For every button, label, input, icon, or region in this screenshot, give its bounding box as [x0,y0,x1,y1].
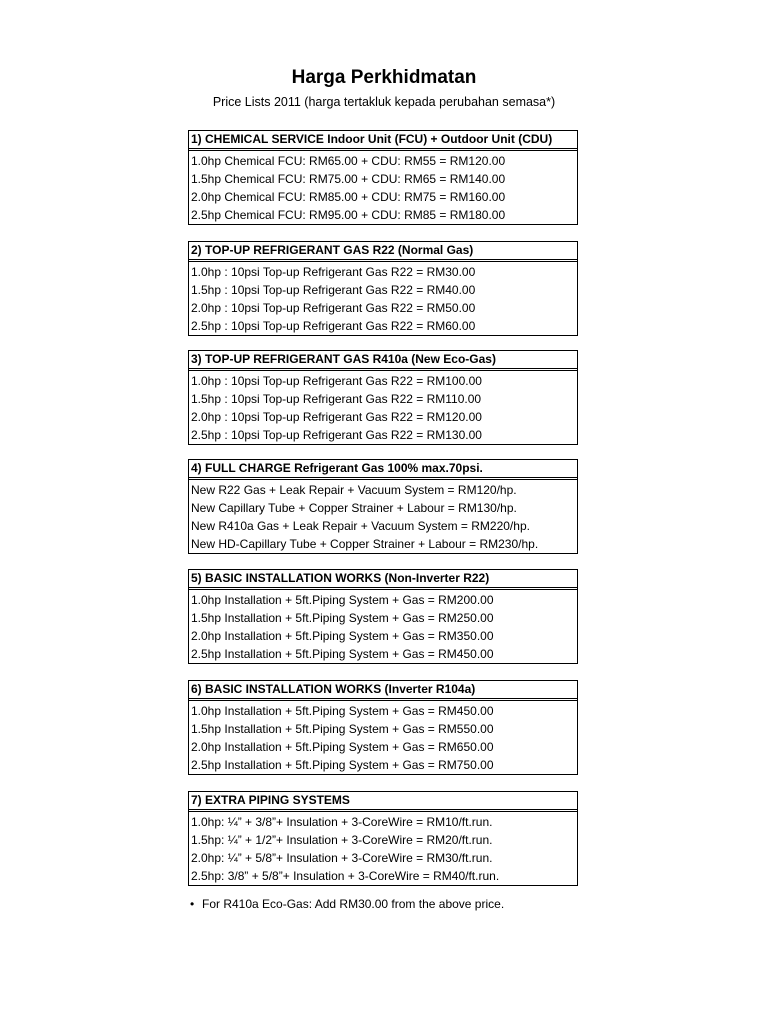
price-row: 1.5hp Installation + 5ft.Piping System + Gas = RM250.00 [191,611,494,625]
price-row: 1.5hp : 10psi Top-up Refrigerant Gas R22 = RM110.00 [191,392,482,406]
section-body [189,262,577,335]
price-row: New R22 Gas + Leak Repair + Vacuum System = RM120/hp. [191,483,517,497]
price-row: 2.5hp Installation + 5ft.Piping System + Gas = RM750.00 [191,758,494,772]
price-row: 2.0hp Installation + 5ft.Piping System + Gas = RM650.00 [191,740,494,754]
price-row: 2.0hp : 10psi Top-up Refrigerant Gas R22 = RM120.00 [191,410,482,424]
section-topup-r22 [188,241,578,336]
section-header: 2) TOP-UP REFRIGERANT GAS R22 (Normal Gas) [189,242,577,262]
price-row: New Capillary Tube + Copper Strainer + Labour = RM130/hp. [191,501,517,515]
section-installation-non-inverter [188,569,578,664]
price-row: 1.0hp Installation + 5ft.Piping System + Gas = RM200.00 [191,593,494,607]
section-full-charge [188,459,578,554]
section-body [189,812,577,885]
price-row: 2.5hp Installation + 5ft.Piping System + Gas = RM450.00 [191,647,494,661]
section-installation-inverter [188,680,578,775]
price-row: 2.5hp : 10psi Top-up Refrigerant Gas R22 = RM60.00 [191,319,476,333]
page-title: Harga Perkhidmatan [291,67,477,88]
page-subtitle: Price Lists 2011 (harga tertakluk kepada perubahan semasa*) [212,95,556,109]
price-row: 2.0hp Chemical FCU: RM85.00 + CDU: RM75 = RM160.00 [191,190,506,204]
section-header: 6) BASIC INSTALLATION WORKS (Inverter R104a) [189,681,577,701]
section-chemical-service [188,130,578,225]
price-row: 1.0hp Installation + 5ft.Piping System + Gas = RM450.00 [191,704,494,718]
section-header: 3) TOP-UP REFRIGERANT GAS R410a (New Eco-Gas) [189,351,577,371]
price-row: 2.5hp: 3/8” + 5/8”+ Insulation + 3-CoreWire = RM40/ft.run. [191,869,500,883]
section-extra-piping [188,791,578,886]
section-body [189,701,577,774]
footnote-text: For R410a Eco-Gas: Add RM30.00 from the above price. [202,897,505,911]
section-header: 7) EXTRA PIPING SYSTEMS [189,792,577,812]
section-body [189,480,577,553]
section-topup-r410a [188,350,578,445]
price-row: 1.5hp Installation + 5ft.Piping System + Gas = RM550.00 [191,722,494,736]
price-row: 1.5hp Chemical FCU: RM75.00 + CDU: RM65 = RM140.00 [191,172,506,186]
section-header: 4) FULL CHARGE Refrigerant Gas 100% max.70psi. [189,460,577,480]
price-row: 1.5hp : 10psi Top-up Refrigerant Gas R22 = RM40.00 [191,283,476,297]
section-header: 1) CHEMICAL SERVICE Indoor Unit (FCU) + Outdoor Unit (CDU) [189,131,577,151]
price-row: 2.0hp: ¼” + 5/8”+ Insulation + 3-CoreWire = RM30/ft.run. [191,851,493,865]
section-body [189,590,577,663]
price-row: 1.0hp : 10psi Top-up Refrigerant Gas R22 = RM100.00 [191,374,482,388]
section-header: 5) BASIC INSTALLATION WORKS (Non-Inverter R22) [189,570,577,590]
price-row: 2.0hp Installation + 5ft.Piping System + Gas = RM350.00 [191,629,494,643]
price-row: 1.0hp: ¼” + 3/8”+ Insulation + 3-CoreWire = RM10/ft.run. [191,815,493,829]
price-row: 2.5hp : 10psi Top-up Refrigerant Gas R22 = RM130.00 [191,428,482,442]
price-row: New R410a Gas + Leak Repair + Vacuum System = RM220/hp. [191,519,530,533]
price-row: 1.0hp Chemical FCU: RM65.00 + CDU: RM55 = RM120.00 [191,154,506,168]
price-row: 1.5hp: ¼” + 1/2”+ Insulation + 3-CoreWire = RM20/ft.run. [191,833,493,847]
price-row: New HD-Capillary Tube + Copper Strainer + Labour = RM230/hp. [191,537,539,551]
price-row: 2.0hp : 10psi Top-up Refrigerant Gas R22 = RM50.00 [191,301,476,315]
price-row: 1.0hp : 10psi Top-up Refrigerant Gas R22 = RM30.00 [191,265,476,279]
footnote [190,897,504,911]
section-body [189,151,577,224]
section-body [189,371,577,444]
price-row: 2.5hp Chemical FCU: RM95.00 + CDU: RM85 = RM180.00 [191,208,506,222]
bullet-icon: • [190,897,195,911]
